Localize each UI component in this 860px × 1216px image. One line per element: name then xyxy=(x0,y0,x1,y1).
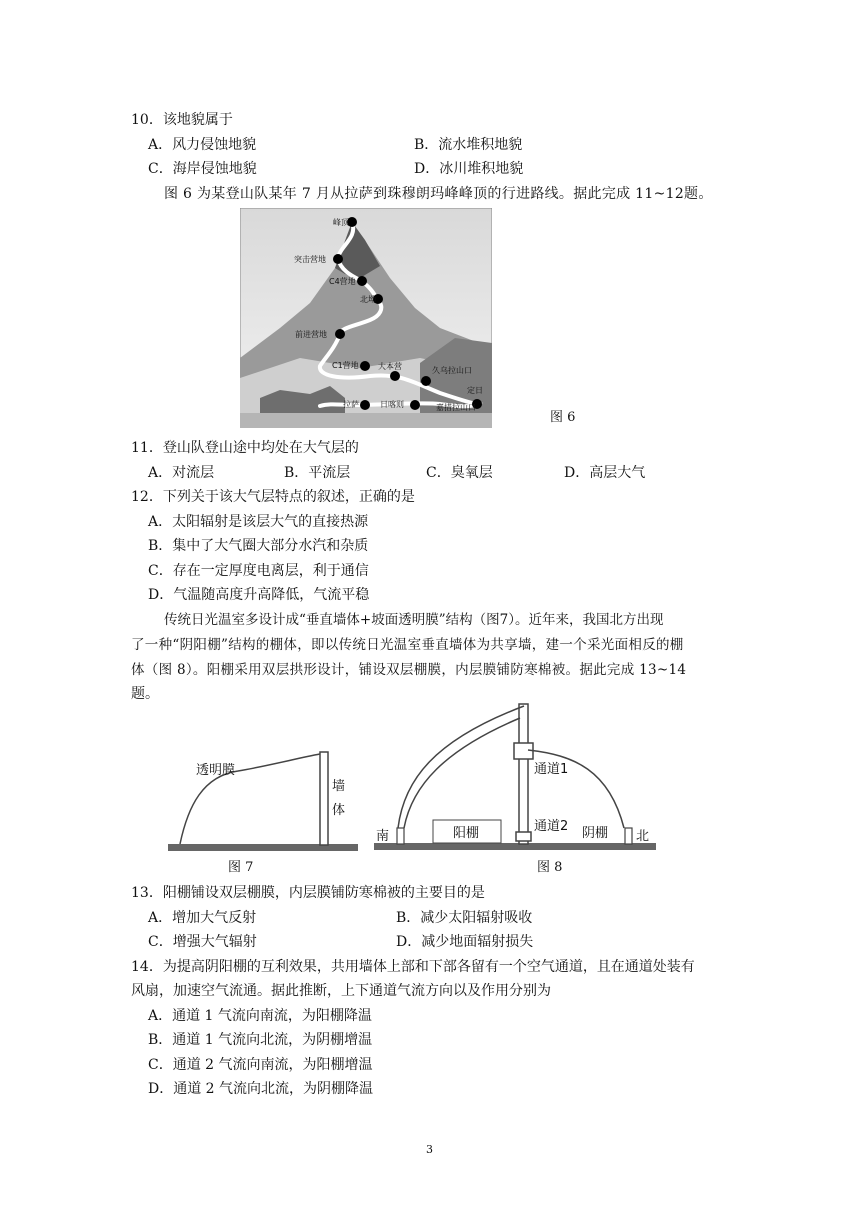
stop-label: C1营地 xyxy=(332,361,359,370)
channel-1-label: 通道1 xyxy=(534,762,569,777)
q14-stem-line1: 14．为提高阴阳棚的互利效果，共用墙体上部和下部各留有一个空气通道，且在通道处装有 xyxy=(131,959,695,975)
stop-label: 久乌拉山口 xyxy=(432,366,472,375)
page-number: 3 xyxy=(426,1143,433,1156)
q12-option-b: B．集中了大气圈大部分水汽和杂质 xyxy=(148,538,369,554)
stop-label: 日喀则 xyxy=(380,400,404,409)
q10-option-a: A．风力侵蚀地貌 xyxy=(148,137,257,153)
q14-option-d: D．通道 2 气流向北流，为阴棚降温 xyxy=(148,1081,374,1097)
stop-label: 前进营地 xyxy=(295,330,327,339)
intro-fig7-8-line4: 题。 xyxy=(131,686,159,702)
yang-label: 阳棚 xyxy=(453,826,480,841)
q13-stem: 13．阳棚铺设双层棚膜，内层膜铺防寒棉被的主要目的是 xyxy=(131,885,485,901)
figure-6-caption: 图 6 xyxy=(550,410,576,425)
stop-label: C4营地 xyxy=(329,277,356,286)
q14-option-c: C．通道 2 气流向南流，为阳棚增温 xyxy=(148,1057,373,1073)
q11-option-b: B．平流层 xyxy=(284,465,351,481)
film-label: 透明膜 xyxy=(196,763,236,778)
figure-6-route-map xyxy=(240,208,492,428)
q12-option-d: D．气温随高度升高降低，气流平稳 xyxy=(148,587,370,603)
intro-fig7-8-line1: 传统日光温室多设计成“垂直墙体+坡面透明膜”结构（图7）。近年来，我国北方出现 xyxy=(164,612,664,628)
q10-option-d: D．冰川堆积地貌 xyxy=(414,161,524,177)
stop-label: 峰顶 xyxy=(333,218,349,227)
q11-option-a: A．对流层 xyxy=(148,465,215,481)
q13-option-d: D．减少地面辐射损失 xyxy=(396,934,534,950)
stop-label: 嘉措拉山口 xyxy=(436,403,476,412)
figure-8-yin-yang-greenhouse xyxy=(374,700,664,856)
stop-label: 定日 xyxy=(467,386,483,395)
intro-fig6: 图 6 为某登山队某年 7 月从拉萨到珠穆朗玛峰峰顶的行进路线。据此完成 11~12题。 xyxy=(164,186,713,202)
stop-label: 北坳 xyxy=(360,295,376,304)
q10-stem: 10．该地貌属于 xyxy=(131,112,233,128)
intro-fig7-8-line3: 体（图 8）。阳棚采用双层拱形设计，铺设双层棚膜，内层膜铺防寒棉被。据此完成 13~14 xyxy=(131,662,687,678)
q10-option-c: C．海岸侵蚀地貌 xyxy=(148,161,257,177)
q13-option-a: A．增加大气反射 xyxy=(148,910,257,926)
stop-label: 拉萨 xyxy=(343,400,359,409)
q14-stem-line2: 风扇，加速空气流通。据此推断，上下通道气流方向以及作用分别为 xyxy=(131,983,551,999)
q14-option-a: A．通道 1 气流向南流，为阳棚降温 xyxy=(148,1008,372,1024)
figure-7-caption: 图 7 xyxy=(228,860,254,875)
q12-stem: 12．下列关于该大气层特点的叙述，正确的是 xyxy=(131,489,415,505)
q12-option-a: A．太阳辐射是该层大气的直接热源 xyxy=(148,514,369,530)
wall-label-1: 墙 xyxy=(332,779,346,794)
figure-8-caption: 图 8 xyxy=(537,860,563,875)
q11-option-c: C．臭氧层 xyxy=(426,465,493,481)
yin-label: 阴棚 xyxy=(582,826,609,841)
wall-label-2: 体 xyxy=(332,803,346,818)
channel-2-label: 通道2 xyxy=(534,819,569,834)
q11-stem: 11．登山队登山途中均处在大气层的 xyxy=(131,440,359,456)
q13-option-c: C．增强大气辐射 xyxy=(148,934,257,950)
q11-option-d: D．高层大气 xyxy=(564,465,646,481)
stop-label: 大本营 xyxy=(378,362,402,371)
stop-label: 突击营地 xyxy=(294,255,326,264)
q13-option-b: B．减少太阳辐射吸收 xyxy=(396,910,533,926)
south-label: 南 xyxy=(376,829,390,844)
figure-7-greenhouse xyxy=(168,746,368,856)
intro-fig7-8-line2: 了一种“阴阳棚”结构的棚体，即以传统日光温室垂直墙体为共享墙，建一个采光面相反的棚 xyxy=(131,637,684,653)
north-label: 北 xyxy=(636,829,650,844)
q14-option-b: B．通道 1 气流向北流，为阴棚增温 xyxy=(148,1032,373,1048)
q10-option-b: B．流水堆积地貌 xyxy=(414,137,523,153)
q12-option-c: C．存在一定厚度电离层，利于通信 xyxy=(148,563,369,579)
